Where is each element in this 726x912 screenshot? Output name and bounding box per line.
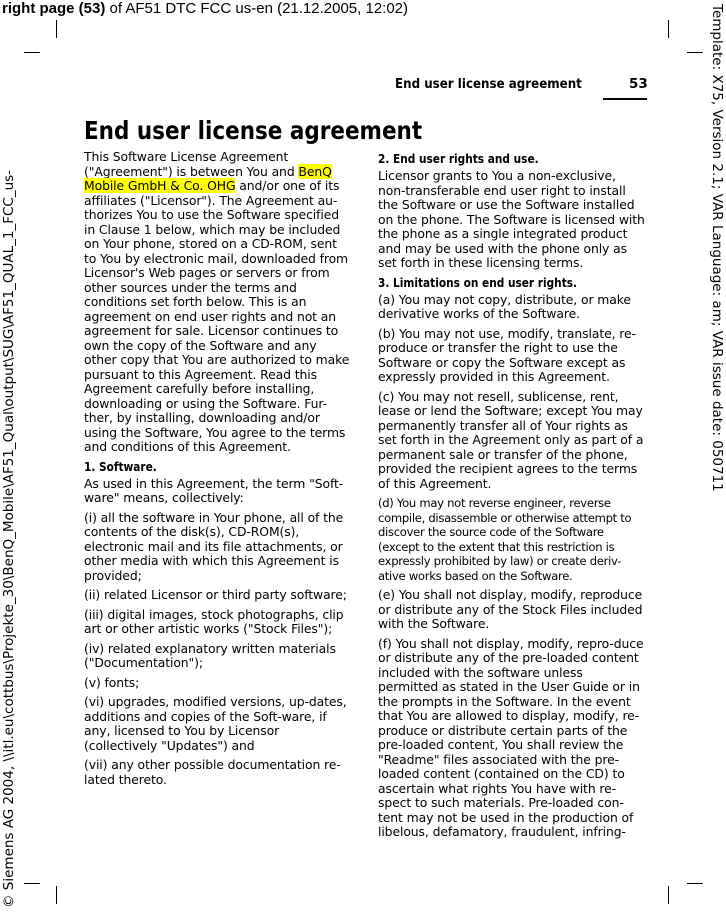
intro-text-b: and/or one of its affiliates ("Licensor"). The Agreement au-thorizes You to use the Software specified in Clause 1 below, which may be included on Your phone, stored on a CD-ROM, sent to You by electronic mail, downloaded from Licensor's Web pages or servers or from other sources under the terms and conditions set forth below. This is an agreement on end user rights and not an agreement for sale. Licensor continues to own the copy of the Software and any other copy that You are authorized to make pursuant to this Agreement. Read this Agreement carefully before installing, downloading or using the Software. Fur-ther, by installing, downloading and/or using the Software, You agree to the terms and conditions of this Agreement. [84, 178, 350, 454]
limitation-item: (f) You shall not display, modify, repro-duce or distribute any of the pre-loaded content included with the software unless permitted as stated in the User Guide or in the prompts in the Software. In the event that You are allowed to display, modify, re-produce or distribute certain parts of the pre-loaded content, You shall review the "Readme" files associated with the pre-loaded content (contained on the CD) to ascertain what rights You have with re-spect to such materials. Pre-loaded con-tent may not be used in the production of libelous, defamatory, fraudulent, infring- [378, 635, 644, 839]
running-head-rule [603, 98, 647, 100]
software-item: (iv) related explanatory written materials ("Documentation"); [84, 640, 336, 670]
left-column [84, 150, 352, 792]
section-heading-software: 1. Software. [84, 459, 157, 474]
intro-text-a: This Software License Agreement ("Agreement") is between You and [84, 149, 299, 179]
limitation-item: (d) You may not reverse engineer, reverse compile, disassemble or otherwise attempt to discover the source code of the Software (except to the extent that this restriction is expressly prohibited by law) or create deriv-ative works based on the Software. [378, 496, 632, 583]
intro-paragraph [84, 150, 352, 455]
limitation-item: (b) You may not use, modify, translate, re-produce or transfer the right to use the Software or copy the Software except as expressly provided in this Agreement. [378, 325, 636, 384]
crop-mark [24, 883, 40, 884]
highlighted-company-name: BenQ Mobile GmbH & Co. OHG [84, 163, 332, 193]
crop-mark [24, 52, 40, 53]
print-slug-info: of AF51 DTC FCC us-en (21.12.2005, 12:02) [105, 0, 409, 17]
software-item: (v) fonts; [84, 674, 140, 690]
crop-mark [687, 883, 703, 884]
crop-mark [668, 886, 669, 904]
software-item: (iii) digital images, stock photographs, clip art or other artistic works ("Stock Files"); [84, 606, 344, 636]
software-item: (vi) upgrades, modified versions, up-dates, additions and copies of the Soft-ware, if any, licensed to You by Licensor (collectively "Updates") and [84, 694, 347, 753]
end-user-rights-text: Licensor grants to You a non-exclusive, non-transferable end user right to install the Software or use the Software installed on the phone. The Software is licensed with the phone as a single integrated product and may be used with the phone only as set forth in these licensing terms. [378, 168, 645, 270]
running-head-title: End user license agreement [395, 76, 582, 92]
page-title: End user license agreement [84, 116, 423, 145]
crop-mark [56, 886, 57, 904]
print-slug [2, 0, 408, 17]
right-column [378, 150, 646, 845]
copyright-path-vertical: © Siemens AG 2004, \\itl.eu\cottbus\Projekte_30\BenQ_Mobile\AF51_Qual\output\SUG\AF51_QUAL_1_FCC_us- [1, 169, 17, 908]
software-item: (ii) related Licensor or third party software; [84, 587, 347, 602]
limitation-item: (c) You may not resell, sublicense, rent, lease or lend the Software; except You may permanently transfer all of Your rights as set forth in the Agreement only as part of a permanent sale or transfer of the phone, provided the recipient agrees to the terms of this Agreement. [378, 388, 644, 491]
limitation-item: (e) You shall not display, modify, reproduce or distribute any of the Stock Files included with the Software. [378, 587, 643, 631]
crop-mark [56, 20, 57, 38]
crop-mark [687, 52, 703, 53]
limitation-item: (a) You may not copy, distribute, or make derivative works of the Software. [378, 291, 631, 321]
section-heading-limitations: 3. Limitations on end user rights. [378, 275, 578, 290]
crop-mark [668, 20, 669, 38]
page-number: 53 [629, 76, 648, 92]
software-definition: As used in this Agreement, the term "Soft-ware" means, collectively: [84, 475, 344, 505]
section-heading-end-user-rights: 2. End user rights and use. [378, 152, 539, 166]
software-item: (i) all the software in Your phone, all of the contents of the disk(s), CD-ROM(s), electronic mail and its file attachments, or other media with which this Agreement is provided; [84, 509, 344, 583]
template-info-vertical: Template: X75, Version 2.1; VAR Language: am; VAR issue date: 050711 [709, 4, 725, 492]
software-item: (vii) any other possible documentation re-lated thereto. [84, 757, 341, 787]
print-slug-page: right page (53) [2, 0, 106, 17]
